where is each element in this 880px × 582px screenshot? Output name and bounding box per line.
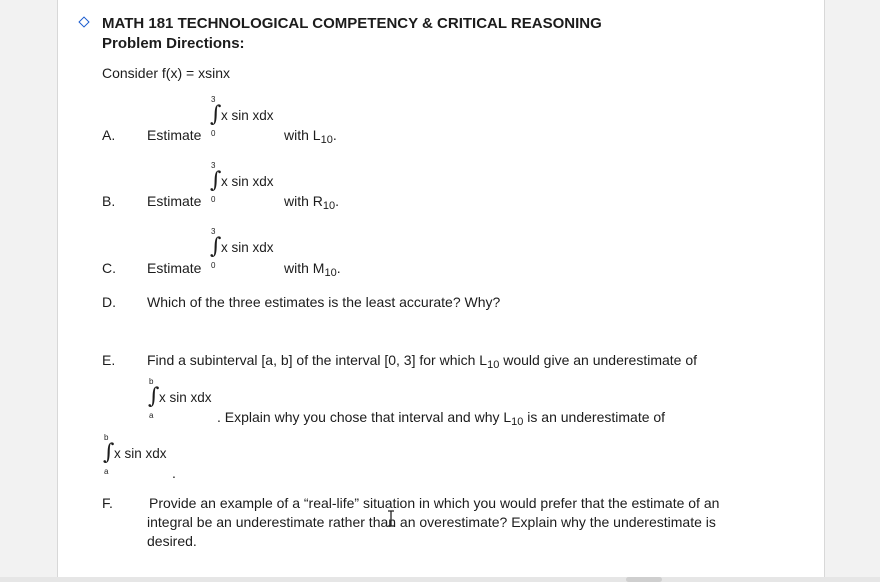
integral-sign-icon: ∫	[210, 168, 222, 193]
upper-limit: b	[104, 433, 109, 442]
upper-limit: b	[149, 377, 154, 386]
integral-e2	[101, 434, 181, 476]
integrand: x sin xdx	[221, 240, 274, 255]
upper-limit: 3	[211, 95, 216, 104]
item-b-with: with $R_{10}$.	[284, 193, 340, 212]
item-c-estimate: Estimate	[147, 260, 202, 276]
scrollbar-thumb[interactable]	[626, 577, 662, 582]
item-e-end: .	[172, 465, 176, 481]
item-c-label: C.	[102, 260, 116, 276]
item-b-label: B.	[102, 193, 116, 209]
item-e-label: E.	[102, 352, 116, 368]
integral-sign-icon: ∫	[148, 384, 160, 409]
item-a-estimate: Estimate	[147, 127, 202, 143]
item-c-with: with $M_{10}$.	[284, 260, 341, 279]
integrand: x sin xdx	[159, 390, 212, 405]
intro-text: Consider f(x) = xsinx	[102, 65, 230, 81]
integrand: x sin xdx	[221, 174, 274, 189]
integral-sign-icon: ∫	[103, 440, 115, 465]
integrand: x sin xdx	[221, 108, 274, 123]
lower-limit: 0	[211, 261, 216, 270]
lower-limit: a	[104, 467, 109, 476]
item-f-line3: desired.	[147, 533, 197, 549]
problem-directions-heading: Problem Directions:	[102, 35, 245, 52]
item-a-label: A.	[102, 127, 116, 143]
integral-e1	[146, 378, 226, 420]
document-page	[57, 0, 825, 577]
lower-limit: 0	[211, 129, 216, 138]
lower-limit: a	[149, 411, 154, 420]
item-f-line2: integral be an underestimate rather than an overestimate? Explain why the underestimate is	[147, 514, 716, 530]
integral-a	[208, 96, 288, 138]
course-title: MATH 181 TECHNOLOGICAL COMPETENCY & CRITICAL REASONING	[102, 15, 602, 32]
item-a-with: with $L_{10}$.	[284, 127, 337, 146]
integral-c	[208, 228, 288, 270]
item-f-label: F.	[102, 495, 113, 511]
upper-limit: 3	[211, 227, 216, 236]
integral-sign-icon: ∫	[210, 234, 222, 259]
item-e-line2: . Explain why you chose that interval and why $L_{10}$ is an underestimate of	[217, 409, 666, 428]
item-d-text: Which of the three estimates is the least accurate? Why?	[147, 294, 501, 310]
item-f-line1: Provide an example of a “real-life” situation in which you would prefer that the estimate of an	[149, 495, 720, 511]
lower-limit: 0	[211, 195, 216, 204]
integral-sign-icon: ∫	[210, 102, 222, 127]
integral-b	[208, 162, 288, 204]
item-b-estimate: Estimate	[147, 193, 202, 209]
horizontal-scrollbar[interactable]	[0, 577, 880, 582]
integrand: x sin xdx	[114, 446, 167, 461]
upper-limit: 3	[211, 161, 216, 170]
item-d-label: D.	[102, 294, 116, 310]
item-e-line1: Find a subinterval [a, b] of the interval [0, 3] for which $L_{10}$ would give an underestimate of	[147, 352, 698, 371]
text-cursor-icon	[387, 510, 395, 527]
